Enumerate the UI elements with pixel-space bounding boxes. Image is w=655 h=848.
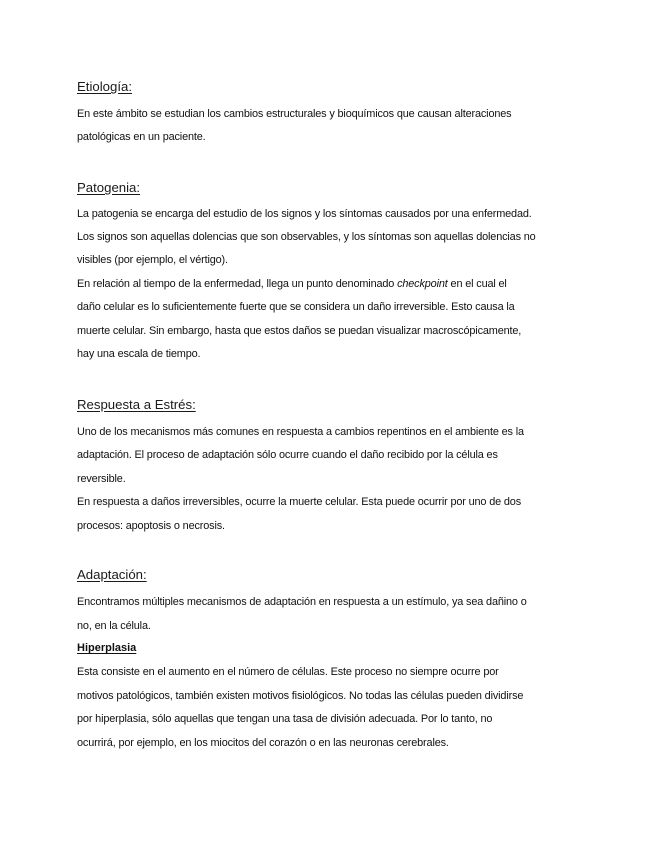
estres-heading: Respuesta a Estrés: bbox=[77, 397, 196, 412]
adaptacion-heading: Adaptación: bbox=[77, 567, 147, 582]
patogenia-line-4 bbox=[77, 278, 507, 290]
estres-line-3: reversible. bbox=[77, 473, 126, 485]
hiperplasia-line-3: por hiperplasia, sólo aquellas que tengan una tasa de división adecuada. Por lo tanto, no bbox=[77, 713, 493, 725]
estres-line-4: En respuesta a daños irreversibles, ocurre la muerte celular. Esta puede ocurrir por uno de dos bbox=[77, 496, 522, 508]
patogenia-heading: Patogenia: bbox=[77, 180, 141, 195]
patogenia-line-1: La patogenia se encarga del estudio de los signos y los síntomas causados por una enfermedad. bbox=[77, 208, 532, 220]
etiologia-heading: Etiología: bbox=[77, 79, 132, 94]
patogenia-line-6: muerte celular. Sin embargo, hasta que estos daños se puedan visualizar macroscópicamente, bbox=[77, 325, 522, 337]
hiperplasia-line-4: ocurrirá, por ejemplo, en los miocitos del corazón o en las neuronas cerebrales. bbox=[77, 737, 449, 749]
hiperplasia-line-2: motivos patológicos, también existen motivos fisiológicos. No todas las células pueden dividirse bbox=[77, 690, 524, 702]
hiperplasia-line-1: Esta consiste en el aumento en el número de células. Este proceso no siempre ocurre por bbox=[77, 666, 499, 678]
etiologia-line-1: En este ámbito se estudian los cambios estructurales y bioquímicos que causan alteraciones bbox=[77, 108, 512, 120]
patogenia-line-5: daño celular es lo suficientemente fuerte que se considera un daño irreversible. Esto causa la bbox=[77, 301, 515, 313]
etiologia-line-2: patológicas en un paciente. bbox=[77, 131, 206, 143]
estres-line-1: Uno de los mecanismos más comunes en respuesta a cambios repentinos en el ambiente es la bbox=[77, 426, 524, 438]
estres-line-2: adaptación. El proceso de adaptación sólo ocurre cuando el daño recibido por la célula es bbox=[77, 449, 498, 461]
adaptacion-line-2: no, en la célula. bbox=[77, 620, 151, 632]
checkpoint-term: checkpoint bbox=[397, 278, 448, 290]
patogenia-line-7: hay una escala de tiempo. bbox=[77, 348, 201, 360]
adaptacion-line-1: Encontramos múltiples mecanismos de adaptación en respuesta a un estímulo, ya sea dañino o bbox=[77, 596, 527, 608]
estres-line-5: procesos: apoptosis o necrosis. bbox=[77, 520, 225, 532]
patogenia-line-3: visibles (por ejemplo, el vértigo). bbox=[77, 254, 228, 266]
patogenia-line-2: Los signos son aquellas dolencias que son observables, y los síntomas son aquellas dolencias no bbox=[77, 231, 536, 243]
patogenia-line-4-pre: En relación al tiempo de la enfermedad, llega un punto denominado bbox=[77, 278, 398, 290]
hiperplasia-subheading: Hiperplasia bbox=[77, 642, 137, 654]
patogenia-line-4-post: en el cual el bbox=[447, 278, 507, 290]
